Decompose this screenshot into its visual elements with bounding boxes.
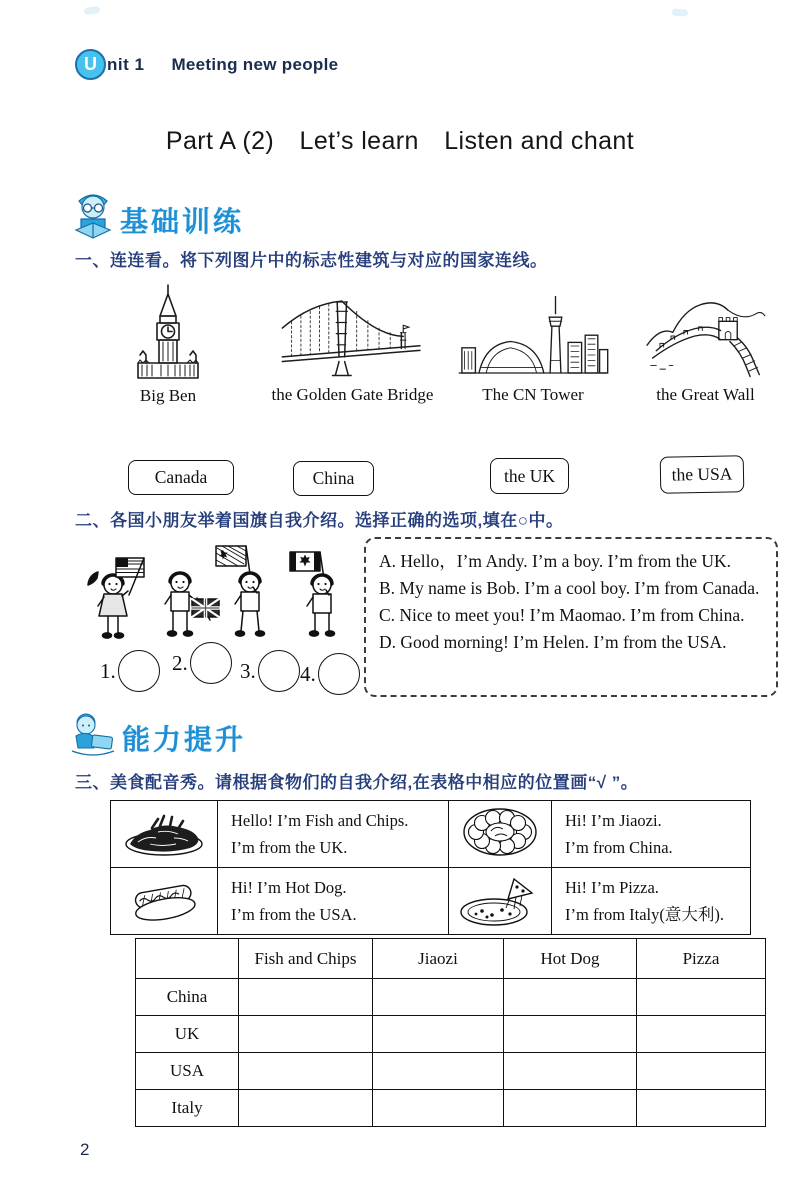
section-advanced-label: 能力提升 bbox=[122, 724, 247, 755]
table-row bbox=[136, 1053, 766, 1090]
food-line: Hello! I’m Fish and Chips. bbox=[231, 811, 409, 830]
reading-kid-icon bbox=[72, 188, 114, 240]
food-text-cell bbox=[552, 801, 751, 868]
table-row bbox=[136, 1016, 766, 1053]
answer-cell[interactable] bbox=[373, 1090, 504, 1127]
landmark-cn-tower[interactable] bbox=[448, 292, 618, 405]
grid-col-jiaozi: Jiaozi bbox=[373, 939, 504, 979]
exercise3-instruction: 三、美食配音秀。请根据食物们的自我介绍,在表格中相应的位置画“√ ”。 bbox=[75, 773, 639, 792]
food-image-cell bbox=[111, 801, 218, 868]
country-box-china[interactable]: China bbox=[293, 461, 374, 496]
answer-cell[interactable] bbox=[504, 979, 637, 1016]
landmark-label: The CN Tower bbox=[482, 385, 584, 404]
cn-tower-image bbox=[448, 292, 618, 382]
food-line: I’m from China. bbox=[565, 838, 673, 857]
landmark-label: the Great Wall bbox=[656, 385, 755, 404]
option-a: A. Hello，I’m Andy. I’m a boy. I’m from the UK. bbox=[379, 551, 732, 571]
answer-slot-4 bbox=[300, 653, 360, 695]
answer-cell[interactable] bbox=[239, 1016, 373, 1053]
option-d: D. Good morning! I’m Helen. I’m from the USA. bbox=[379, 632, 727, 652]
print-smudge-right bbox=[672, 8, 689, 16]
answer-cell[interactable] bbox=[373, 1016, 504, 1053]
answer-number: 4. bbox=[300, 661, 316, 686]
answer-cell[interactable] bbox=[637, 1016, 766, 1053]
answer-cell[interactable] bbox=[373, 979, 504, 1016]
unit-title: Meeting new people bbox=[171, 54, 339, 74]
section-basic-label: 基础训练 bbox=[120, 206, 245, 237]
food-intro-table bbox=[110, 800, 751, 935]
answer-number: 1. bbox=[100, 658, 116, 683]
food-line: Hi! I’m Jiaozi. bbox=[565, 811, 662, 830]
unit-initial-badge: U bbox=[75, 49, 106, 80]
exercise1-instruction: 一、连连看。将下列图片中的标志性建筑与对应的国家连线。 bbox=[75, 251, 548, 270]
grid-corner-cell bbox=[136, 939, 239, 979]
option-b: B. My name is Bob. I’m a cool boy. I’m from Canada. bbox=[379, 578, 760, 598]
answer-cell[interactable] bbox=[637, 979, 766, 1016]
answer-slot-3 bbox=[240, 650, 300, 692]
landmark-golden-gate[interactable] bbox=[255, 289, 450, 405]
answer-grid bbox=[135, 938, 766, 1127]
answer-circle-4[interactable] bbox=[318, 653, 360, 695]
food-image-cell bbox=[449, 868, 552, 935]
option-c: C. Nice to meet you! I’m Maomao. I’m from China. bbox=[379, 605, 745, 625]
answer-cell[interactable] bbox=[239, 1090, 373, 1127]
table-row bbox=[136, 979, 766, 1016]
grid-col-pizza: Pizza bbox=[637, 939, 766, 979]
fish-and-chips-image bbox=[122, 806, 206, 858]
print-smudge-left bbox=[84, 6, 101, 15]
grid-row-label-usa: USA bbox=[136, 1053, 239, 1090]
options-box bbox=[364, 537, 778, 697]
section-basic-training bbox=[72, 188, 244, 240]
jiaozi-image bbox=[460, 805, 540, 859]
exercise2-instruction: 二、各国小朋友举着国旗自我介绍。选择正确的选项,填在○中。 bbox=[75, 511, 564, 530]
answer-cell[interactable] bbox=[504, 1053, 637, 1090]
landmark-label: the Golden Gate Bridge bbox=[271, 385, 434, 404]
answer-circle-2[interactable] bbox=[190, 642, 232, 684]
grid-col-fish-and-chips: Fish and Chips bbox=[239, 939, 373, 979]
food-line: I’m from Italy(意大利). bbox=[565, 905, 724, 924]
answer-slot-2 bbox=[172, 642, 232, 684]
answer-cell[interactable] bbox=[504, 1090, 637, 1127]
food-line: Hi! I’m Hot Dog. bbox=[231, 878, 347, 897]
answer-cell[interactable] bbox=[239, 1053, 373, 1090]
unit-header bbox=[75, 49, 338, 80]
desk-kid-icon bbox=[70, 710, 116, 758]
table-row bbox=[111, 801, 751, 868]
country-box-canada[interactable]: Canada bbox=[128, 460, 234, 495]
unit-number: nit 1 bbox=[107, 54, 145, 74]
answer-number: 3. bbox=[240, 658, 256, 683]
answer-slot-1 bbox=[100, 650, 160, 692]
great-wall-image bbox=[638, 290, 773, 382]
answer-cell[interactable] bbox=[239, 979, 373, 1016]
answer-cell[interactable] bbox=[373, 1053, 504, 1090]
food-image-cell bbox=[111, 868, 218, 935]
answer-circle-1[interactable] bbox=[118, 650, 160, 692]
pizza-image bbox=[456, 871, 544, 927]
country-box-uk[interactable]: the UK bbox=[490, 458, 569, 494]
table-row bbox=[111, 868, 751, 935]
landmark-label: Big Ben bbox=[139, 386, 197, 405]
food-line: Hi! I’m Pizza. bbox=[565, 878, 659, 897]
food-image-cell bbox=[449, 801, 552, 868]
answer-number: 2. bbox=[172, 650, 188, 675]
answer-cell[interactable] bbox=[637, 1053, 766, 1090]
food-line: I’m from the UK. bbox=[231, 838, 348, 857]
grid-row-label-china: China bbox=[136, 979, 239, 1016]
section-ability-improvement bbox=[70, 710, 246, 758]
food-text-cell bbox=[218, 868, 449, 935]
page-number: 2 bbox=[80, 1140, 90, 1159]
landmark-big-ben[interactable] bbox=[118, 283, 218, 406]
answer-cell[interactable] bbox=[637, 1090, 766, 1127]
hot-dog-image bbox=[126, 873, 202, 925]
golden-gate-bridge-image bbox=[273, 289, 433, 382]
answer-cell[interactable] bbox=[504, 1016, 637, 1053]
grid-header-row bbox=[136, 939, 766, 979]
food-text-cell bbox=[552, 868, 751, 935]
children-holding-flags-image bbox=[76, 540, 366, 648]
food-text-cell bbox=[218, 801, 449, 868]
grid-row-label-uk: UK bbox=[136, 1016, 239, 1053]
grid-row-label-italy: Italy bbox=[136, 1090, 239, 1127]
page-title: Part A (2) Let’s learn Listen and chant bbox=[165, 127, 635, 155]
country-box-usa[interactable]: the USA bbox=[660, 455, 745, 493]
grid-col-hot-dog: Hot Dog bbox=[504, 939, 637, 979]
landmark-great-wall[interactable] bbox=[633, 290, 778, 405]
food-line: I’m from the USA. bbox=[231, 905, 357, 924]
big-ben-image bbox=[128, 283, 208, 383]
answer-circle-3[interactable] bbox=[258, 650, 300, 692]
table-row bbox=[136, 1090, 766, 1127]
